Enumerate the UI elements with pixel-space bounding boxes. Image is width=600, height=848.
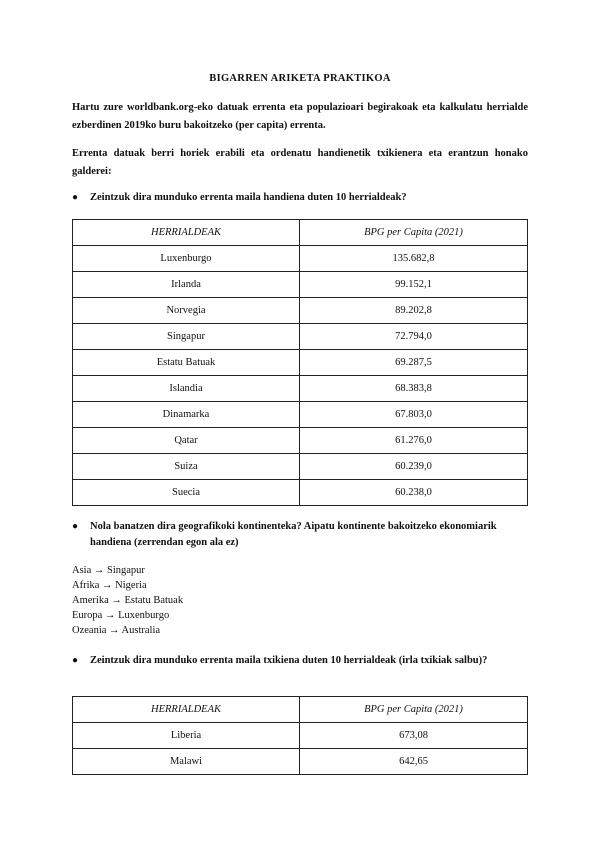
country-cell: Luxenburgo	[73, 246, 300, 272]
table-row	[73, 324, 528, 350]
gdp-cell: 72.794,0	[300, 324, 528, 350]
question-3-text: Zeintzuk dira munduko errenta maila txikiena duten 10 herrialdeak (irla txikiak salbu)?	[90, 655, 488, 666]
table-row	[73, 272, 528, 298]
question-2	[72, 519, 528, 551]
gdp-cell: 60.239,0	[300, 454, 528, 480]
question-2-text: Nola banatzen dira geografikoki kontinenteka? Aipatu kontinente bakoitzeko ekonomiarik handiena (zerrendan egon ala ez)	[90, 521, 497, 548]
question-1	[72, 190, 528, 206]
country-cell: Suecia	[73, 480, 300, 506]
table-row	[73, 246, 528, 272]
table-row	[73, 350, 528, 376]
top-countries-table	[72, 219, 528, 506]
country-cell: Estatu Batuak	[73, 350, 300, 376]
gdp-cell: 99.152,1	[300, 272, 528, 298]
bullet-icon: ●	[72, 655, 79, 666]
gdp-cell: 673,08	[300, 723, 528, 749]
table-header-row	[73, 697, 528, 723]
country-cell: Qatar	[73, 428, 300, 454]
table-row	[73, 749, 528, 775]
bullet-icon: ●	[72, 521, 79, 532]
list-item: Afrika → Nigeria	[72, 580, 147, 591]
list-item: Europa → Luxenburgo	[72, 610, 170, 621]
country-cell: Liberia	[73, 723, 300, 749]
table-row	[73, 402, 528, 428]
gdp-cell: 89.202,8	[300, 298, 528, 324]
question-3	[72, 653, 490, 669]
column-header-gdp: BPG per Capita (2021)	[300, 220, 528, 246]
list-item: Amerika → Estatu Batuak	[72, 595, 184, 606]
column-header-countries: HERRIALDEAK	[73, 220, 300, 246]
country-cell: Norvegia	[73, 298, 300, 324]
intro-paragraph: Hartu zure worldbank.org-eko datuak errenta eta populazioari begirakoak eta kalkulatu herrialde ezberdinen 2019ko buru bakoitzeko (per capita) errenta.	[72, 102, 528, 131]
bullet-icon: ●	[72, 192, 79, 203]
gdp-cell: 642,65	[300, 749, 528, 775]
country-cell: Malawi	[73, 749, 300, 775]
table-row	[73, 376, 528, 402]
list-item: Ozeania → Australia	[72, 625, 161, 636]
bottom-countries-table	[72, 696, 528, 775]
table-row	[73, 298, 528, 324]
country-cell: Islandia	[73, 376, 300, 402]
instructions-paragraph: Errenta datuak berri horiek erabili eta ordenatu handienetik txikienera eta erantzun honako galderei:	[72, 148, 528, 177]
column-header-countries: HERRIALDEAK	[73, 697, 300, 723]
country-cell: Suiza	[73, 454, 300, 480]
list-item: Asia → Singapur	[72, 565, 145, 576]
table-header-row	[73, 220, 528, 246]
gdp-cell: 135.682,8	[300, 246, 528, 272]
table-row	[73, 454, 528, 480]
question-1-text: Zeintzuk dira munduko errenta maila handiena duten 10 herrialdeak?	[90, 192, 407, 203]
table-row	[73, 723, 528, 749]
column-header-gdp: BPG per Capita (2021)	[300, 697, 528, 723]
gdp-cell: 67.803,0	[300, 402, 528, 428]
gdp-cell: 69.287,5	[300, 350, 528, 376]
table-row	[73, 428, 528, 454]
table-row	[73, 480, 528, 506]
gdp-cell: 60.238,0	[300, 480, 528, 506]
country-cell: Dinamarka	[73, 402, 300, 428]
gdp-cell: 68.383,8	[300, 376, 528, 402]
page-title: BIGARREN ARIKETA PRAKTIKOA	[209, 73, 391, 84]
country-cell: Irlanda	[73, 272, 300, 298]
continents-list	[72, 563, 183, 638]
gdp-cell: 61.276,0	[300, 428, 528, 454]
country-cell: Singapur	[73, 324, 300, 350]
